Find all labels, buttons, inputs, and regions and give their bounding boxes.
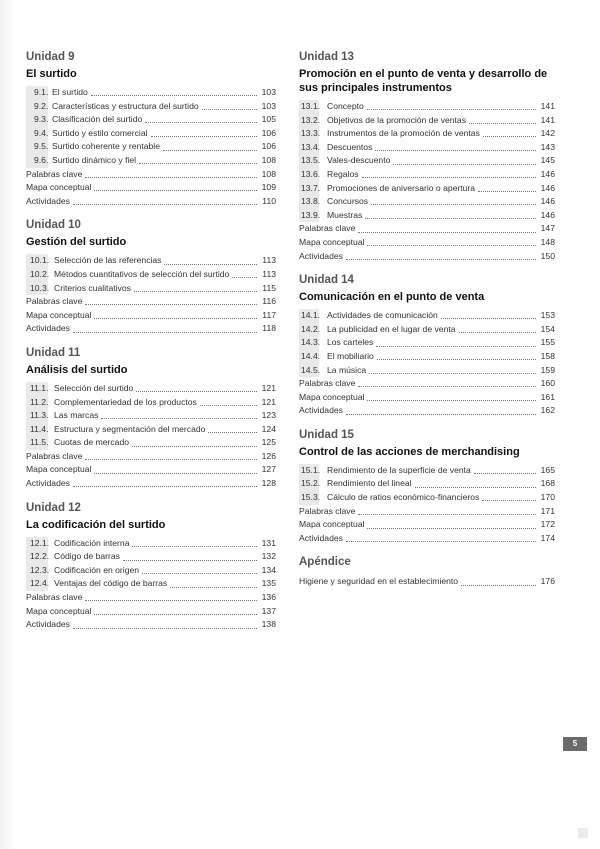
dot-leader — [358, 506, 536, 515]
toc-entry[interactable] — [26, 577, 276, 591]
dot-leader — [145, 114, 257, 123]
entry-label: Palabras clave — [299, 505, 356, 516]
dot-leader — [151, 128, 257, 137]
entry-label: Código de barras — [54, 551, 120, 562]
dot-leader — [73, 324, 257, 333]
toc-entry[interactable] — [26, 463, 276, 477]
entry-label: Actividades — [26, 195, 70, 206]
page-ref: 127 — [261, 464, 276, 475]
toc-entry[interactable] — [299, 154, 555, 168]
dot-leader — [94, 182, 257, 191]
toc-entry[interactable] — [26, 168, 276, 182]
entry-label: Surtido dinámico y fiel — [52, 154, 137, 165]
page-ref: 126 — [261, 450, 276, 461]
toc-unit — [26, 346, 276, 491]
dot-leader — [139, 155, 257, 164]
toc-unit — [26, 218, 276, 336]
page-ref: 150 — [540, 250, 555, 261]
entry-label: Actividades — [26, 619, 70, 630]
dot-leader — [85, 296, 257, 305]
toc-entry[interactable] — [299, 309, 555, 323]
entry-label: Cuotas de mercado — [54, 437, 129, 448]
page-ref: 168 — [540, 478, 555, 489]
dot-leader — [101, 410, 257, 419]
section-number: 11.3. — [30, 410, 49, 421]
section-list — [299, 100, 555, 222]
dot-leader — [358, 378, 536, 387]
toc-entry[interactable] — [299, 222, 555, 236]
page-ref: 141 — [540, 114, 555, 125]
section-number: 12.4. — [30, 578, 50, 589]
toc-entry[interactable] — [299, 182, 555, 196]
entry-label: Las marcas — [54, 410, 99, 421]
unit-title: Promoción en el punto de venta y desarrollo de sus principales instrumentos — [299, 68, 548, 94]
dot-leader — [123, 552, 257, 561]
dot-leader — [393, 156, 536, 165]
toc-unit — [299, 428, 555, 546]
entry-label: Características y estructura del surtido — [52, 100, 199, 111]
page-ref: 135 — [261, 578, 276, 589]
section-number: 14.5. — [301, 364, 321, 375]
entry-label: Palabras clave — [26, 592, 83, 603]
dot-leader — [369, 365, 536, 374]
dot-leader — [73, 620, 257, 629]
unit-label: Unidad 13 — [299, 51, 354, 63]
toc-entry[interactable] — [299, 236, 555, 250]
toc-entry[interactable] — [26, 309, 276, 323]
dot-leader — [134, 283, 257, 292]
dot-leader — [85, 592, 257, 601]
entry-label: Actividades de comunicación — [327, 310, 438, 321]
unit-title: Comunicación en el punto de venta — [299, 291, 485, 304]
toc-right-column — [299, 50, 555, 599]
entry-label: Palabras clave — [26, 296, 83, 307]
page-ref: 165 — [540, 464, 555, 475]
page-ref: 106 — [261, 127, 276, 138]
section-number: 15.1. — [301, 464, 321, 475]
toc-unit — [26, 50, 276, 208]
entry-label: Palabras clave — [299, 223, 356, 234]
dot-leader — [73, 478, 257, 487]
page-ref: 106 — [261, 141, 276, 152]
toc-entry[interactable] — [299, 141, 555, 155]
toc-entry[interactable] — [299, 532, 555, 546]
entry-label: Estructura y segmentación del mercado — [54, 423, 206, 434]
section-number: 10.2. — [30, 268, 50, 279]
page-ref: 136 — [261, 592, 276, 603]
entry-label: Objetivos de la promoción de ventas — [327, 114, 467, 125]
dot-leader — [163, 142, 257, 151]
section-number: 12.3. — [30, 564, 50, 575]
entry-label: El surtido — [52, 87, 88, 97]
entry-label: Los carteles — [327, 337, 374, 348]
toc-entry[interactable] — [26, 154, 276, 168]
page-ref: 115 — [262, 282, 276, 293]
dot-leader — [232, 269, 257, 278]
page-ref: 109 — [261, 182, 276, 193]
page-ref: 105 — [261, 114, 276, 125]
dot-leader — [136, 383, 257, 392]
page-ref: 170 — [540, 492, 555, 503]
section-number: 12.1. — [30, 537, 50, 548]
entry-label: Palabras clave — [26, 168, 83, 179]
dot-leader — [94, 465, 257, 474]
page-ref: 146 — [540, 168, 555, 179]
entry-label: Rendimiento de la superficie de venta — [327, 464, 471, 475]
toc-entry[interactable] — [299, 505, 555, 519]
dot-leader — [208, 424, 257, 433]
toc-entry[interactable] — [26, 409, 276, 423]
section-number: 11.2. — [30, 396, 49, 407]
page-ref: 116 — [262, 296, 276, 307]
entry-label: Mapa conceptual — [299, 391, 365, 402]
dot-leader — [367, 237, 536, 246]
toc-unit — [26, 501, 276, 632]
entry-label: Vales-descuento — [327, 155, 391, 166]
entry-label: Criterios cualitativos — [54, 282, 131, 293]
page-ref: 148 — [540, 236, 555, 247]
unit-label: Unidad 15 — [299, 428, 354, 441]
toc-entry[interactable] — [299, 323, 555, 337]
toc-entry[interactable] — [299, 209, 555, 223]
dot-leader — [367, 392, 536, 401]
dot-leader — [73, 196, 257, 205]
entry-label: Mapa conceptual — [26, 309, 92, 320]
toc-unit — [299, 273, 555, 418]
toc-entry[interactable] — [299, 350, 555, 364]
entry-label: Cálculo de ratios económico-financieros — [327, 492, 480, 503]
section-number: 11.4. — [30, 423, 49, 434]
entry-label: La música — [327, 364, 367, 375]
section-number: 14.3. — [301, 337, 321, 348]
dot-leader — [202, 101, 257, 110]
page-ref: 159 — [540, 364, 555, 375]
toc-entry[interactable] — [299, 575, 555, 589]
page-ref: 121 — [261, 382, 276, 393]
dot-leader — [91, 87, 257, 96]
entry-label: Actividades — [299, 405, 343, 416]
page-ref: 108 — [261, 168, 276, 179]
section-number: 13.5. — [301, 155, 321, 166]
entry-label: Promociones de aniversario o apertura — [327, 182, 476, 193]
page-ref: 108 — [261, 154, 276, 165]
toc-entry[interactable] — [26, 100, 276, 114]
entry-label: Muestras — [327, 209, 363, 220]
entry-label: Surtido y estilo comercial — [52, 127, 148, 138]
page-ref: 128 — [261, 478, 276, 489]
section-number: 15.3. — [301, 492, 321, 503]
entry-label: Concepto — [327, 101, 364, 111]
section-number: 13.9. — [301, 209, 321, 220]
dot-leader — [164, 256, 257, 265]
section-number: 13.6. — [301, 168, 321, 179]
section-number: 9.4. — [34, 127, 49, 138]
entry-label: Actividades — [299, 532, 343, 543]
dot-leader — [94, 310, 257, 319]
entry-label: Mapa conceptual — [299, 236, 365, 247]
page-ref: 172 — [540, 519, 555, 530]
toc-entry[interactable] — [26, 591, 276, 605]
dot-leader — [469, 115, 536, 124]
page-ref: 155 — [540, 337, 555, 348]
page-ref: 146 — [540, 196, 555, 207]
toc-entry[interactable] — [26, 618, 276, 632]
page-ref: 121 — [261, 396, 276, 407]
toc-entry[interactable] — [26, 282, 276, 296]
unit-label: Unidad 10 — [26, 219, 81, 232]
toc-entry[interactable] — [26, 295, 276, 309]
section-number: 10.1. — [30, 255, 50, 266]
section-number: 11.5. — [30, 437, 49, 448]
entry-label: Mapa conceptual — [299, 519, 365, 530]
toc-entry[interactable] — [26, 181, 276, 195]
entry-label: Palabras clave — [26, 450, 83, 461]
toc-entry[interactable] — [26, 140, 276, 154]
toc-entry[interactable] — [299, 491, 555, 505]
toc-entry[interactable] — [26, 477, 276, 491]
page-ref: 146 — [540, 182, 555, 193]
page-ref: 153 — [540, 310, 555, 321]
toc-entry[interactable] — [26, 195, 276, 209]
entry-label: Ventajas del código de barras — [54, 578, 168, 589]
section-number: 13.8. — [301, 196, 321, 207]
page-ref: 146 — [540, 209, 555, 220]
dot-leader — [362, 169, 536, 178]
section-list — [299, 309, 555, 377]
entry-label: Concursos — [327, 196, 369, 207]
toc-entry[interactable] — [299, 464, 555, 478]
page-ref: 131 — [261, 537, 276, 548]
toc-entry[interactable] — [299, 168, 555, 182]
dot-leader — [132, 538, 257, 547]
toc-entry[interactable] — [26, 423, 276, 437]
entry-label: Actividades — [26, 478, 70, 489]
page-ref: 132 — [261, 551, 276, 562]
entry-label: Codificación interna — [54, 537, 130, 548]
unit-label: Unidad 14 — [299, 274, 354, 287]
section-number: 9.2. — [34, 100, 49, 111]
entry-label: Instrumentos de la promoción de ventas — [327, 128, 480, 139]
section-list — [299, 464, 555, 505]
unit-title: Control de las acciones de merchandising — [299, 445, 520, 458]
page-ref: 123 — [261, 410, 276, 421]
dot-leader — [132, 438, 257, 447]
page-ref: 103 — [261, 87, 276, 97]
toc-entry[interactable] — [26, 268, 276, 282]
section-number: 15.2. — [301, 478, 321, 489]
toc-entry[interactable] — [26, 127, 276, 141]
page-ref: 113 — [262, 255, 276, 266]
toc-entry[interactable] — [299, 518, 555, 532]
toc-entry[interactable] — [299, 336, 555, 350]
toc-entry[interactable] — [299, 250, 555, 264]
page-binding-shadow — [0, 0, 16, 849]
dot-leader — [375, 142, 536, 151]
entry-label: Codificación en origen — [54, 564, 140, 575]
page-ref: 142 — [540, 128, 555, 139]
dot-leader — [482, 492, 536, 501]
unit-label: Apéndice — [299, 556, 351, 569]
dot-leader — [170, 579, 257, 588]
dot-leader — [483, 128, 536, 137]
page-number: 5 — [563, 737, 587, 751]
entry-label: Complementariedad de los productos — [54, 396, 197, 407]
dot-leader — [346, 406, 536, 415]
unit-title: La codificación del surtido — [26, 518, 166, 531]
dot-leader — [377, 351, 536, 360]
section-number: 14.4. — [301, 350, 321, 361]
section-list — [26, 382, 276, 450]
dot-leader — [94, 606, 257, 615]
toc-entry[interactable] — [26, 322, 276, 336]
toc-entry[interactable] — [26, 396, 276, 410]
toc-unit — [299, 555, 555, 589]
page-ref: 138 — [261, 619, 276, 630]
section-number: 13.4. — [301, 141, 321, 152]
section-number: 12.2. — [30, 551, 50, 562]
entry-label: Higiene y seguridad en el establecimiento — [299, 576, 459, 587]
section-list — [26, 254, 276, 295]
entry-label: Mapa conceptual — [26, 605, 92, 616]
entry-label: Clasificación del surtido — [52, 114, 143, 125]
toc-left-column — [26, 50, 276, 642]
section-number: 13.3. — [301, 128, 321, 139]
entry-label: Mapa conceptual — [26, 464, 92, 475]
unit-label: Unidad 12 — [26, 501, 81, 514]
entry-label: Rendimiento del lineal — [327, 478, 412, 489]
corner-mark — [578, 828, 588, 838]
section-list — [26, 86, 276, 168]
page-ref: 118 — [262, 323, 276, 334]
section-number: 11.1. — [30, 382, 49, 393]
dot-leader — [142, 565, 257, 574]
page-ref: 147 — [540, 223, 555, 234]
section-number: 14.2. — [301, 323, 321, 334]
entry-label: Actividades — [26, 323, 70, 334]
toc-entry[interactable] — [26, 254, 276, 268]
toc-entry[interactable] — [299, 127, 555, 141]
dot-leader — [371, 196, 536, 205]
entry-label: Regalos — [327, 168, 359, 179]
unit-title: El surtido — [26, 68, 77, 80]
dot-leader — [461, 577, 536, 586]
dot-leader — [415, 479, 536, 488]
page-ref: 103 — [261, 100, 276, 111]
entry-label: Palabras clave — [299, 378, 356, 389]
dot-leader — [478, 183, 536, 192]
dot-leader — [358, 224, 536, 233]
unit-title: Análisis del surtido — [26, 363, 128, 376]
toc-entry[interactable] — [299, 391, 555, 405]
dot-leader — [200, 397, 257, 406]
unit-label: Unidad 11 — [26, 346, 81, 359]
page-ref: 110 — [262, 195, 276, 206]
dot-leader — [85, 169, 257, 178]
toc-entry[interactable] — [26, 550, 276, 564]
page-ref: 113 — [262, 268, 276, 279]
toc-entry[interactable] — [299, 364, 555, 378]
dot-leader — [367, 101, 536, 110]
toc-entry[interactable] — [26, 450, 276, 464]
entry-label: Mapa conceptual — [26, 182, 92, 193]
section-number: 9.6. — [34, 154, 49, 165]
page-ref: 141 — [540, 101, 555, 111]
toc-entry[interactable] — [299, 477, 555, 491]
unit-title: Gestión del surtido — [26, 236, 127, 249]
page-ref: 143 — [540, 141, 555, 152]
section-number: 13.2. — [301, 114, 321, 125]
page-ref: 145 — [540, 155, 555, 166]
section-number: 9.5. — [34, 141, 49, 152]
entry-label: La publicidad en el lugar de venta — [327, 323, 456, 334]
page-ref: 158 — [540, 350, 555, 361]
toc-entry[interactable] — [26, 564, 276, 578]
page-ref: 171 — [540, 505, 555, 516]
page-ref: 162 — [540, 405, 555, 416]
toc-entry[interactable] — [299, 114, 555, 128]
dot-leader — [85, 451, 257, 460]
page-ref: 176 — [540, 576, 555, 587]
dot-leader — [459, 324, 536, 333]
section-number: 9.1. — [34, 87, 49, 97]
page-ref: 134 — [261, 564, 276, 575]
entry-label: Selección de las referencias — [54, 255, 162, 266]
section-number: 9.3. — [34, 114, 49, 125]
toc-entry[interactable] — [299, 100, 555, 114]
page-ref: 117 — [262, 309, 276, 320]
page-ref: 160 — [540, 378, 555, 389]
toc-entry[interactable] — [26, 605, 276, 619]
page-ref: 154 — [540, 323, 555, 334]
entry-label: Descuentos — [327, 141, 373, 152]
toc-entry[interactable] — [299, 377, 555, 391]
entry-label: Métodos cuantitativos de selección del surtido — [54, 268, 230, 279]
toc-entry[interactable] — [26, 436, 276, 450]
unit-label: Unidad 9 — [26, 51, 75, 63]
toc-entry[interactable] — [26, 537, 276, 551]
toc-entry[interactable] — [26, 113, 276, 127]
entry-label: El mobiliario — [327, 350, 374, 361]
section-number: 10.3. — [30, 282, 50, 293]
toc-entry[interactable] — [26, 382, 276, 396]
page-ref: 161 — [540, 391, 555, 402]
dot-leader — [365, 210, 536, 219]
dot-leader — [376, 338, 536, 347]
section-list — [26, 537, 276, 591]
dot-leader — [441, 310, 536, 319]
dot-leader — [367, 520, 536, 529]
section-number: 13.7. — [301, 182, 321, 193]
entry-label: Selección del surtido — [54, 382, 134, 393]
dot-leader — [346, 533, 536, 542]
section-number: 14.1. — [301, 310, 321, 321]
page-ref: 174 — [540, 532, 555, 543]
dot-leader — [346, 251, 536, 260]
toc-entry[interactable] — [299, 195, 555, 209]
page-ref: 125 — [261, 437, 276, 448]
toc-entry[interactable] — [299, 404, 555, 418]
toc-entry[interactable] — [26, 86, 276, 100]
section-number: 13.1. — [301, 101, 321, 111]
entry-label: Actividades — [299, 250, 343, 261]
page-ref: 137 — [261, 605, 276, 616]
entry-label: Surtido coherente y rentable — [52, 141, 160, 152]
toc-unit — [299, 50, 555, 263]
page-ref: 124 — [261, 423, 276, 434]
dot-leader — [474, 465, 536, 474]
